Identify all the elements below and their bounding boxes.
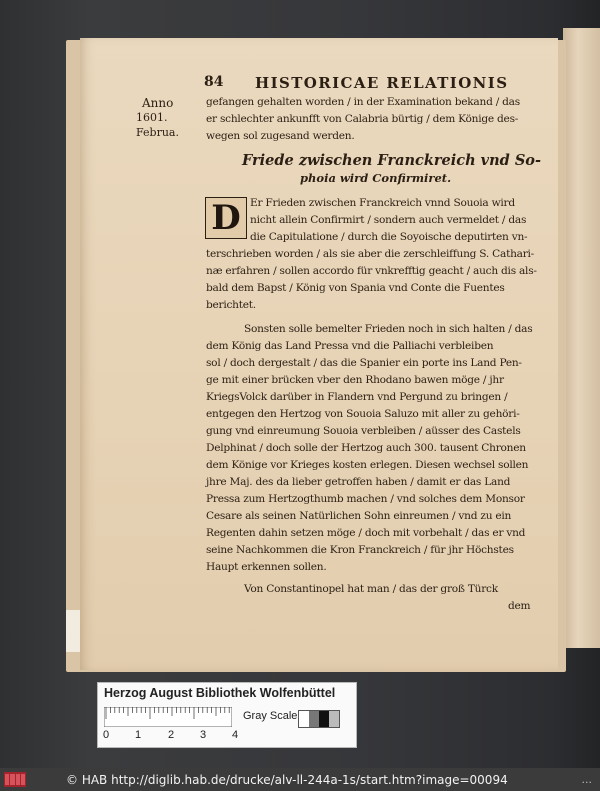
library-name: Herzog August Bibliothek Wolfenbüttel <box>104 686 336 700</box>
next-page-edge <box>563 28 600 648</box>
paper-slip <box>66 610 80 652</box>
intro-line: er schlechter ankunfft von Calabria bürtig / dem Könige des- <box>206 113 519 125</box>
viewer-footer <box>0 768 600 791</box>
catchword: dem <box>508 600 531 612</box>
para2-line: dem König das Land Pressa vnd die Palliachi verbleiben <box>206 340 494 352</box>
para2-line: dem Könige vor Krieges kosten erlegen. Diesen wechsel sollen <box>206 459 529 471</box>
more-icon[interactable]: ... <box>581 773 592 786</box>
intro-line: gefangen gehalten worden / in der Examination bekand / das <box>206 96 520 108</box>
intro-line: wegen sol zugesand werden. <box>206 130 355 142</box>
color-calibration-bar <box>97 682 357 748</box>
para2-line: Sonsten solle bemelter Frieden noch in sich halten / das <box>244 323 533 335</box>
page-number: 84 <box>204 74 224 90</box>
running-head: HISTORICAE RELATIONIS <box>255 74 509 92</box>
section-subtitle: phoia wird Confirmiret. <box>300 171 452 185</box>
margin-note-year-label: Anno <box>142 96 174 110</box>
para1-line: terschrieben worden / als sie aber die zerschleiffung S. Cathari- <box>206 248 535 260</box>
para1-line: berichtet. <box>206 299 256 311</box>
para1-line: Er Frieden zwischen Franckreich vnnd Souoia wird <box>250 197 515 209</box>
para2-line: gung vnd einreumung Souoia verbleiben / aüsser des Castels <box>206 425 521 437</box>
para2-line: Regenten dahin setzen möge / doch mit vorbehalt / das er vnd <box>206 527 526 539</box>
margin-note-year: 1601. <box>136 111 168 124</box>
para2-line: entgegen den Hertzog von Souoia Saluzo mit aller zu gehöri- <box>206 408 520 420</box>
hab-logo-icon[interactable] <box>4 772 26 787</box>
ruler-label: 1 <box>135 729 142 741</box>
para2-line: ge mit einer brücken vber den Rhodano bawen möge / jhr <box>206 374 504 386</box>
copyright-url[interactable]: © HAB http://diglib.hab.de/drucke/alv-ll-244a-1s/start.htm?image=00094 <box>66 772 508 787</box>
para3-line: Von Constantinopel hat man / das der groß Türck <box>244 583 498 595</box>
para1-line: die Capitulatione / durch die Soyoische deputirten vn- <box>250 231 528 243</box>
para1-line: næ erfahren / sollen accordo für vnkrefftig geacht / auch dis als- <box>206 265 537 277</box>
section-title: Friede zwischen Franckreich vnd So- <box>242 152 541 169</box>
ruler-label: 4 <box>232 729 239 741</box>
para2-line: seine Nachkommen die Kron Franckreich / für jhr Höchstes <box>206 544 514 556</box>
para1-line: nicht allein Confirmirt / sondern auch vermeldet / das <box>250 214 527 226</box>
ruler-label: 0 <box>103 729 110 741</box>
ruler-label: 3 <box>200 729 207 741</box>
ruler-scale <box>104 707 232 727</box>
ruler-label: 2 <box>168 729 175 741</box>
para2-line: sol / doch dergestalt / das die Spanier ein porte ins Land Pen- <box>206 357 522 369</box>
gray-scale-swatches <box>298 710 340 728</box>
para2-line: Pressa zum Hertzogthumb machen / vnd solches dem Monsor <box>206 493 525 505</box>
para1-line: bald dem Bapst / König von Spania vnd Conte die Fuentes <box>206 282 505 294</box>
para2-line: KriegsVolck darüber in Flandern vnd Pergund zu bringen / <box>206 391 508 403</box>
para2-line: Cesare als seinen Natürlichen Sohn einreumen / vnd zu ein <box>206 510 512 522</box>
drop-cap-initial: D <box>205 197 247 239</box>
para2-line: Delphinat / doch solle der Hertzog auch 300. tausent Chronen <box>206 442 526 454</box>
margin-note-month: Februa. <box>136 126 179 139</box>
para2-line: jhre Maj. des da lieber getroffen haben / damit er das Land <box>206 476 511 488</box>
gray-scale-label: Gray Scale <box>243 710 298 722</box>
para2-line: Haupt erkennen sollen. <box>206 561 327 573</box>
